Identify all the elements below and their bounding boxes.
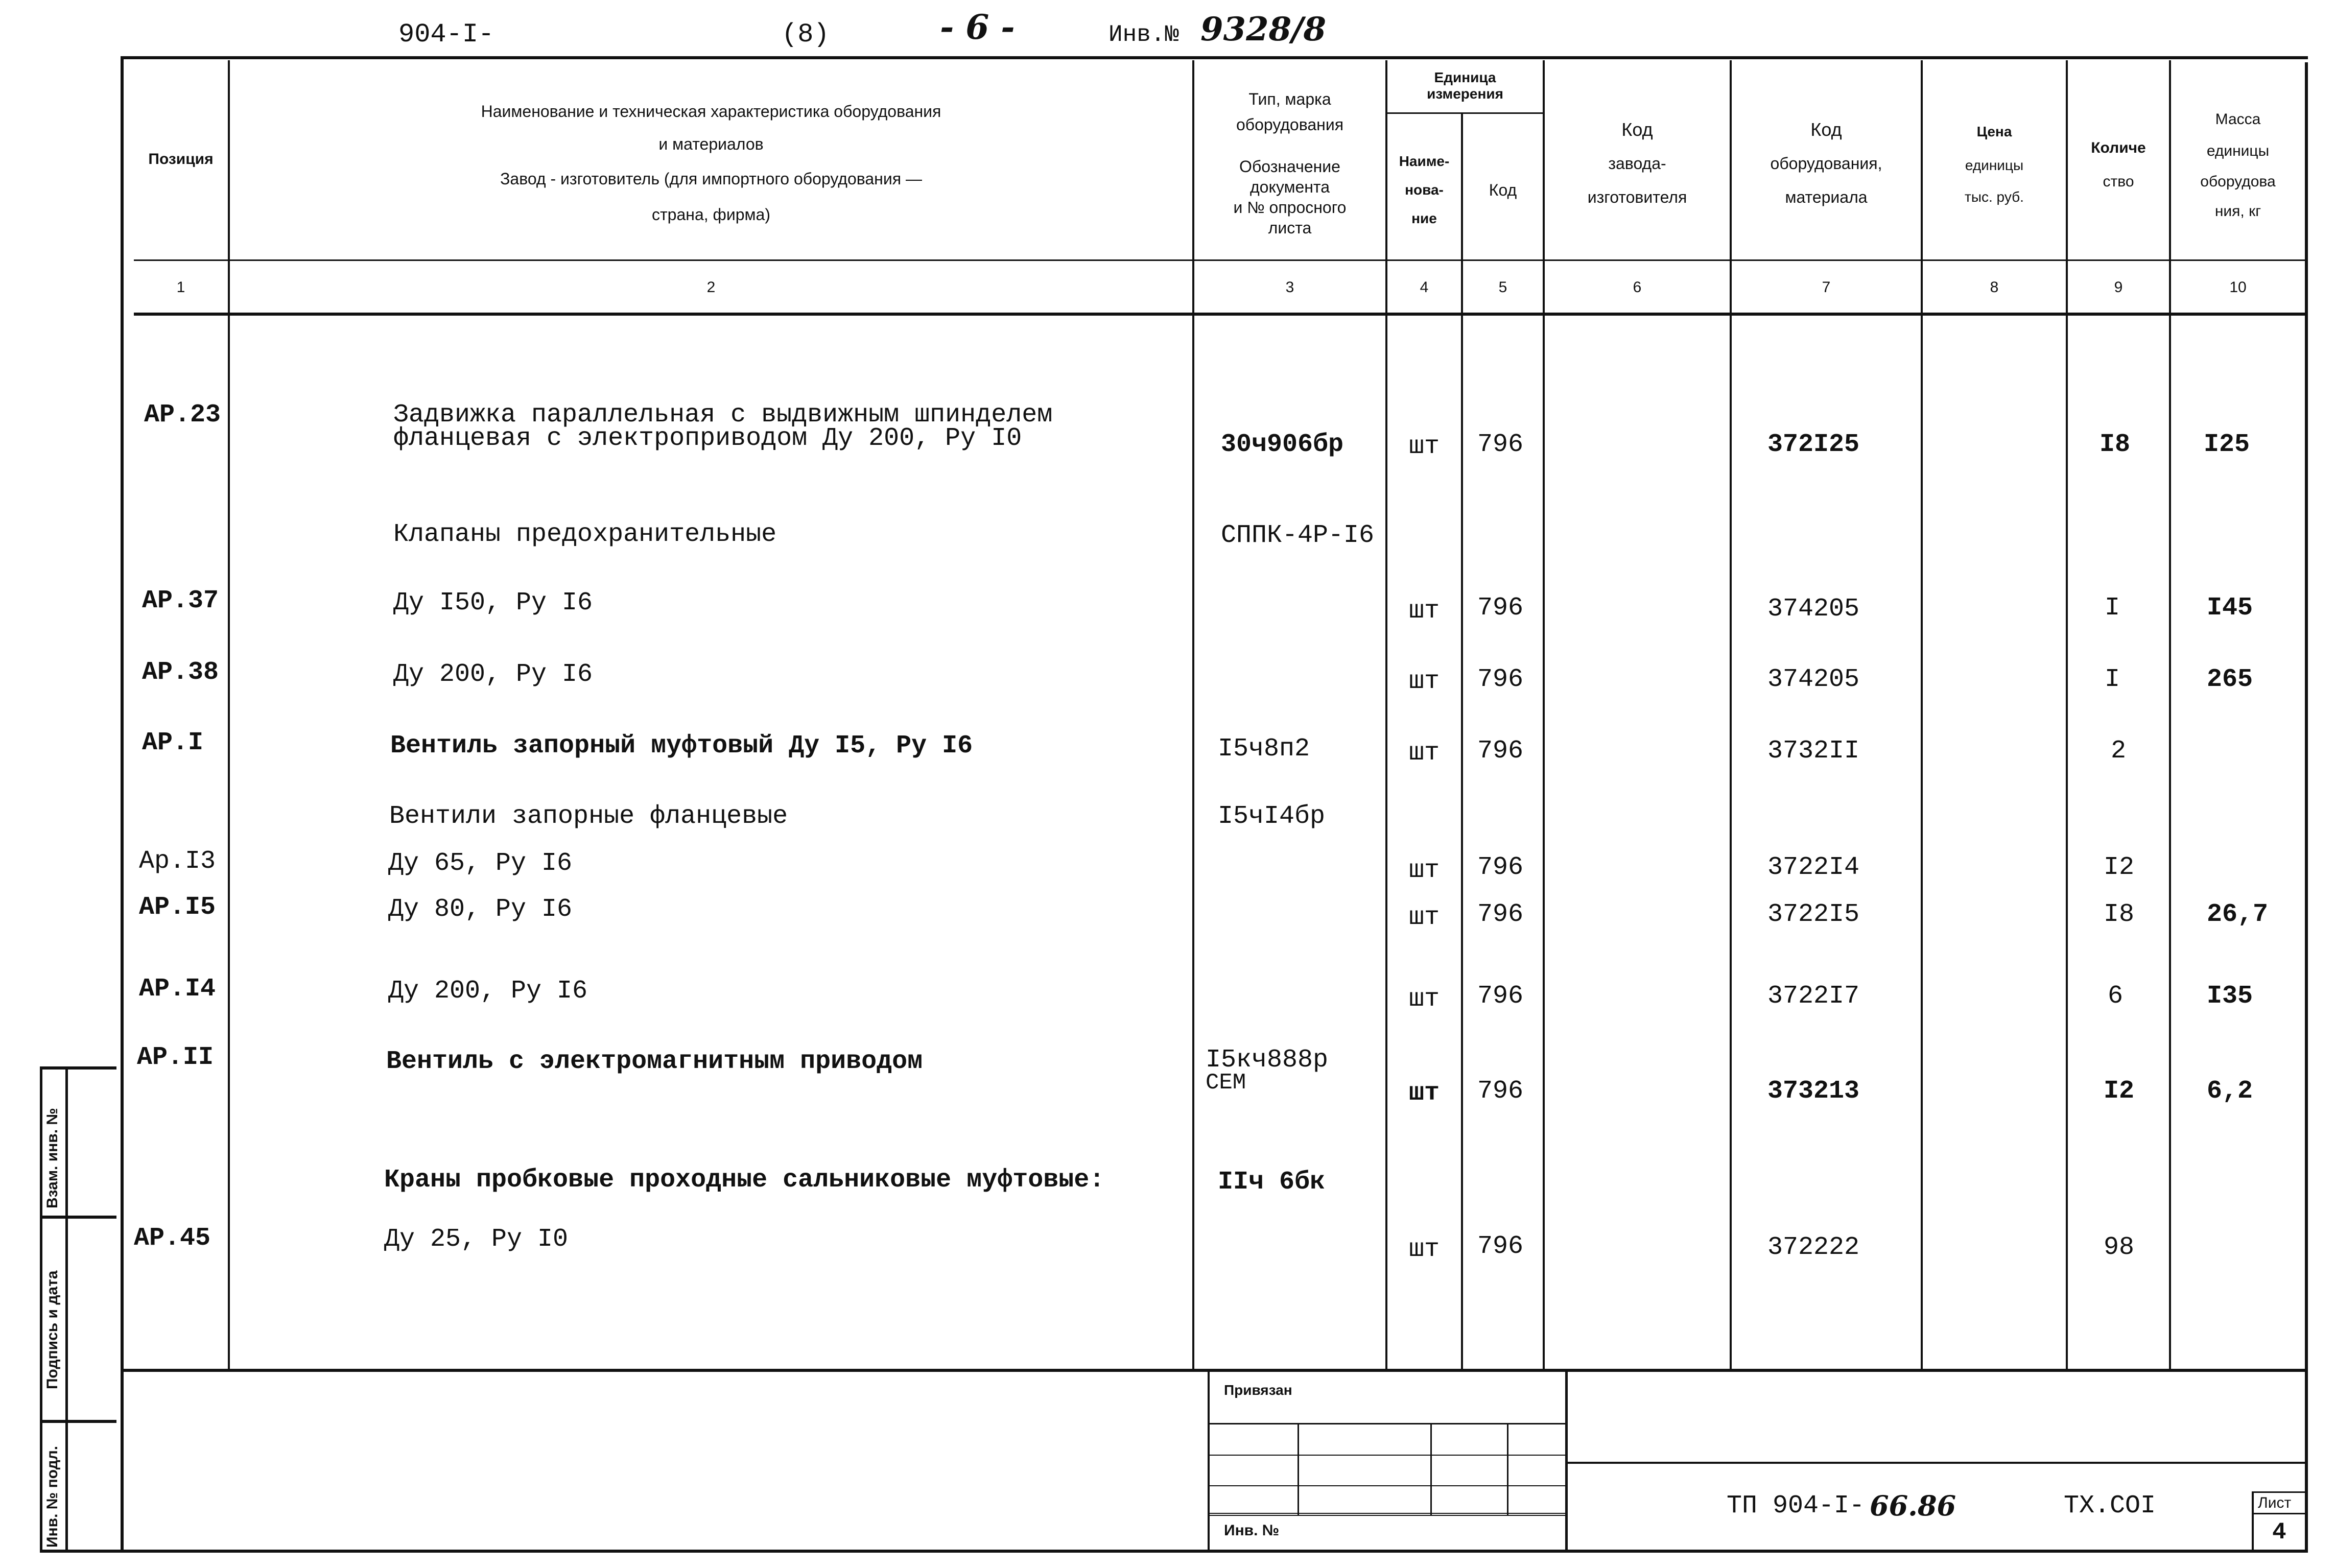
doc-code-hand: 66.86 [1870, 1489, 1956, 1522]
inv-number: 9328/8 [1200, 10, 1327, 49]
row-position: АР.II [137, 1043, 214, 1072]
col-header-price-l3: тыс. руб. [1965, 189, 2024, 205]
col-number: 5 [1498, 279, 1507, 296]
col-header-name-l1: Наименование и техническая характеристика оборудования [481, 102, 941, 121]
col-header-factory-code-l3: изготовителя [1587, 188, 1687, 206]
row-qty: I8 [2104, 900, 2135, 929]
row-qty: 2 [2111, 737, 2127, 766]
col-number: 10 [2229, 279, 2247, 296]
sheet-label: Лист [2258, 1494, 2292, 1511]
col-header-qty-l1: Количе [2091, 139, 2146, 156]
row-position: АР.38 [142, 658, 219, 687]
row-name: Вентиль с электромагнитным приводом [386, 1047, 923, 1076]
col-number: 7 [1822, 279, 1831, 296]
row-mass: 265 [2207, 665, 2253, 694]
col-number: 2 [706, 279, 716, 296]
page-paren: (8) [782, 19, 830, 50]
row-unit: шт [1409, 903, 1440, 932]
row-unit: шт [1409, 432, 1440, 461]
row-unit: шт [1409, 667, 1440, 696]
row-type: 30ч906бр [1221, 430, 1344, 459]
sheet-number: 4 [2272, 1519, 2286, 1546]
stamp-inv-no: Инв. № [1224, 1522, 1280, 1539]
col-header-unit-name-l3: ние [1411, 210, 1437, 226]
col-header-equip-code-l3: материала [1785, 188, 1868, 206]
col-header-type-l6: листа [1268, 219, 1312, 237]
col-header-factory-code-l2: завода- [1608, 154, 1666, 173]
col-header-type-l4: документа [1249, 178, 1330, 196]
row-unit: шт [1409, 985, 1440, 1014]
row-equip-code: 3722I7 [1767, 982, 1860, 1011]
col-number: 3 [1285, 279, 1294, 296]
row-equip-code: 374205 [1767, 595, 1860, 624]
col-header-mass-l4: ния, кг [2214, 203, 2261, 220]
row-qty: I2 [2104, 1077, 2135, 1106]
row-unit-code: 796 [1477, 737, 1524, 766]
row-qty: 98 [2104, 1233, 2135, 1262]
row-mass: I35 [2207, 982, 2253, 1011]
col-header-type-l1: Тип, марка [1248, 90, 1331, 108]
row-position: АР.I [142, 728, 204, 757]
col-header-name-l3: Завод - изготовитель (для импортного оборудования — [500, 170, 922, 188]
row-mass: I25 [2204, 430, 2250, 459]
row-equip-code: 3722I5 [1767, 900, 1860, 929]
col-header-unit-l2: измерения [1427, 86, 1503, 102]
row-type: I5кч888р [1206, 1046, 1329, 1075]
row-name: Задвижка параллельная с выдвижным шпинделем [393, 400, 1053, 430]
row-position: АР.45 [134, 1224, 211, 1253]
row-type-cont: СЕМ [1206, 1070, 1246, 1096]
col-header-qty-l2: ство [2103, 173, 2134, 190]
col-header-name-l2: и материалов [658, 135, 764, 153]
col-header-name-l4: страна, фирма) [652, 205, 770, 224]
row-name: Ду 65, Ру I6 [388, 849, 573, 878]
col-header-unit-name-l1: Наиме- [1399, 153, 1450, 169]
row-name: Ду I50, Ру I6 [393, 588, 593, 617]
row-unit-code: 796 [1477, 1232, 1524, 1261]
col-number: 8 [1990, 279, 1999, 296]
col-header-type-l5: и № опросного [1233, 198, 1347, 217]
row-equip-code: 372I25 [1767, 430, 1860, 459]
col-header-unit-code: Код [1489, 181, 1517, 199]
row-unit: шт [1409, 739, 1440, 768]
col-header-position: Позиция [148, 151, 214, 168]
doc-code-prefix: ТП 904-I- [1727, 1491, 1865, 1521]
side-inv-podl: Инв. № подл. [44, 1445, 61, 1548]
col-header-type-l2: оборудования [1236, 115, 1344, 134]
row-mass: I45 [2207, 593, 2253, 623]
row-equip-code: 3722I4 [1767, 853, 1860, 882]
row-equip-code: 373213 [1767, 1077, 1860, 1106]
row-equip-code: 374205 [1767, 665, 1860, 694]
row-unit: шт [1409, 856, 1440, 885]
row-unit: шт [1409, 1235, 1440, 1264]
row-name-cont: фланцевая с электроприводом Ду 200, Ру I0 [393, 424, 1022, 453]
col-header-mass-l3: оборудова [2200, 173, 2276, 190]
row-qty: I [2105, 665, 2120, 694]
col-number: 1 [176, 279, 185, 296]
col-header-type-l3: Обозначение [1239, 157, 1340, 176]
row-unit-code: 796 [1477, 430, 1524, 459]
col-header-mass-l2: единицы [2206, 142, 2270, 159]
row-name: Ду 25, Ру I0 [384, 1225, 569, 1254]
row-unit-code: 796 [1477, 665, 1524, 694]
row-type: IIч 6бк [1218, 1168, 1326, 1197]
col-header-factory-code-l1: Код [1621, 119, 1653, 140]
row-unit-code: 796 [1477, 1077, 1524, 1106]
row-mass: 6,2 [2207, 1077, 2253, 1106]
inv-label: Инв.№ [1108, 21, 1180, 48]
row-position: АР.I5 [139, 893, 216, 922]
row-position: АР.I4 [139, 975, 216, 1004]
row-unit: шт [1409, 597, 1440, 626]
row-type: I5чI4бр [1218, 802, 1326, 831]
row-equip-code: 372222 [1767, 1233, 1860, 1262]
row-name: Ду 200, Ру I6 [388, 977, 588, 1006]
col-header-price-l1: Цена [1976, 124, 2012, 139]
row-name: Краны пробковые проходные сальниковые муфтовые: [384, 1166, 1105, 1195]
row-qty: I [2105, 593, 2120, 623]
side-podpis: Подпись и дата [44, 1270, 61, 1389]
col-header-price-l2: единицы [1965, 157, 2024, 173]
col-header-equip-code-l2: оборудования, [1770, 154, 1882, 173]
row-position: Ар.I3 [139, 847, 216, 876]
col-number: 9 [2114, 279, 2123, 296]
row-name: Ду 80, Ру I6 [388, 895, 573, 924]
row-unit-code: 796 [1477, 853, 1524, 882]
row-name: Вентили запорные фланцевые [389, 802, 788, 831]
row-name: Клапаны предохранительные [393, 520, 777, 549]
row-position: АР.23 [144, 400, 221, 430]
row-name: Ду 200, Ру I6 [393, 660, 593, 689]
row-qty: I2 [2104, 853, 2135, 882]
stamp-privyazan: Привязан [1224, 1382, 1292, 1398]
col-number: 4 [1420, 279, 1429, 296]
col-header-unit-name-l2: нова- [1405, 182, 1444, 198]
row-qty: I8 [2100, 430, 2131, 459]
row-name: Вентиль запорный муфтовый Ду I5, Ру I6 [390, 731, 973, 761]
row-position: АР.37 [142, 586, 219, 615]
row-mass: 26,7 [2207, 900, 2269, 929]
series-number: 904-I- [398, 19, 494, 50]
col-header-equip-code-l1: Код [1810, 119, 1842, 140]
col-header-mass-l1: Масса [2215, 111, 2261, 128]
page-mark: - 6 - [940, 7, 1015, 47]
row-unit-code: 796 [1477, 900, 1524, 929]
row-type: СППК-4Р-I6 [1221, 521, 1375, 550]
row-unit-code: 796 [1477, 982, 1524, 1011]
row-unit: шт [1409, 1079, 1440, 1108]
col-number: 6 [1633, 279, 1642, 296]
row-unit-code: 796 [1477, 593, 1524, 623]
doc-suffix: ТХ.СОI [2064, 1491, 2156, 1521]
col-header-unit-l1: Единица [1434, 69, 1496, 85]
row-equip-code: 3732II [1767, 737, 1860, 766]
side-vzam: Взам. инв. № [44, 1108, 61, 1208]
row-qty: 6 [2108, 982, 2124, 1011]
row-type: I5ч8п2 [1218, 734, 1310, 764]
